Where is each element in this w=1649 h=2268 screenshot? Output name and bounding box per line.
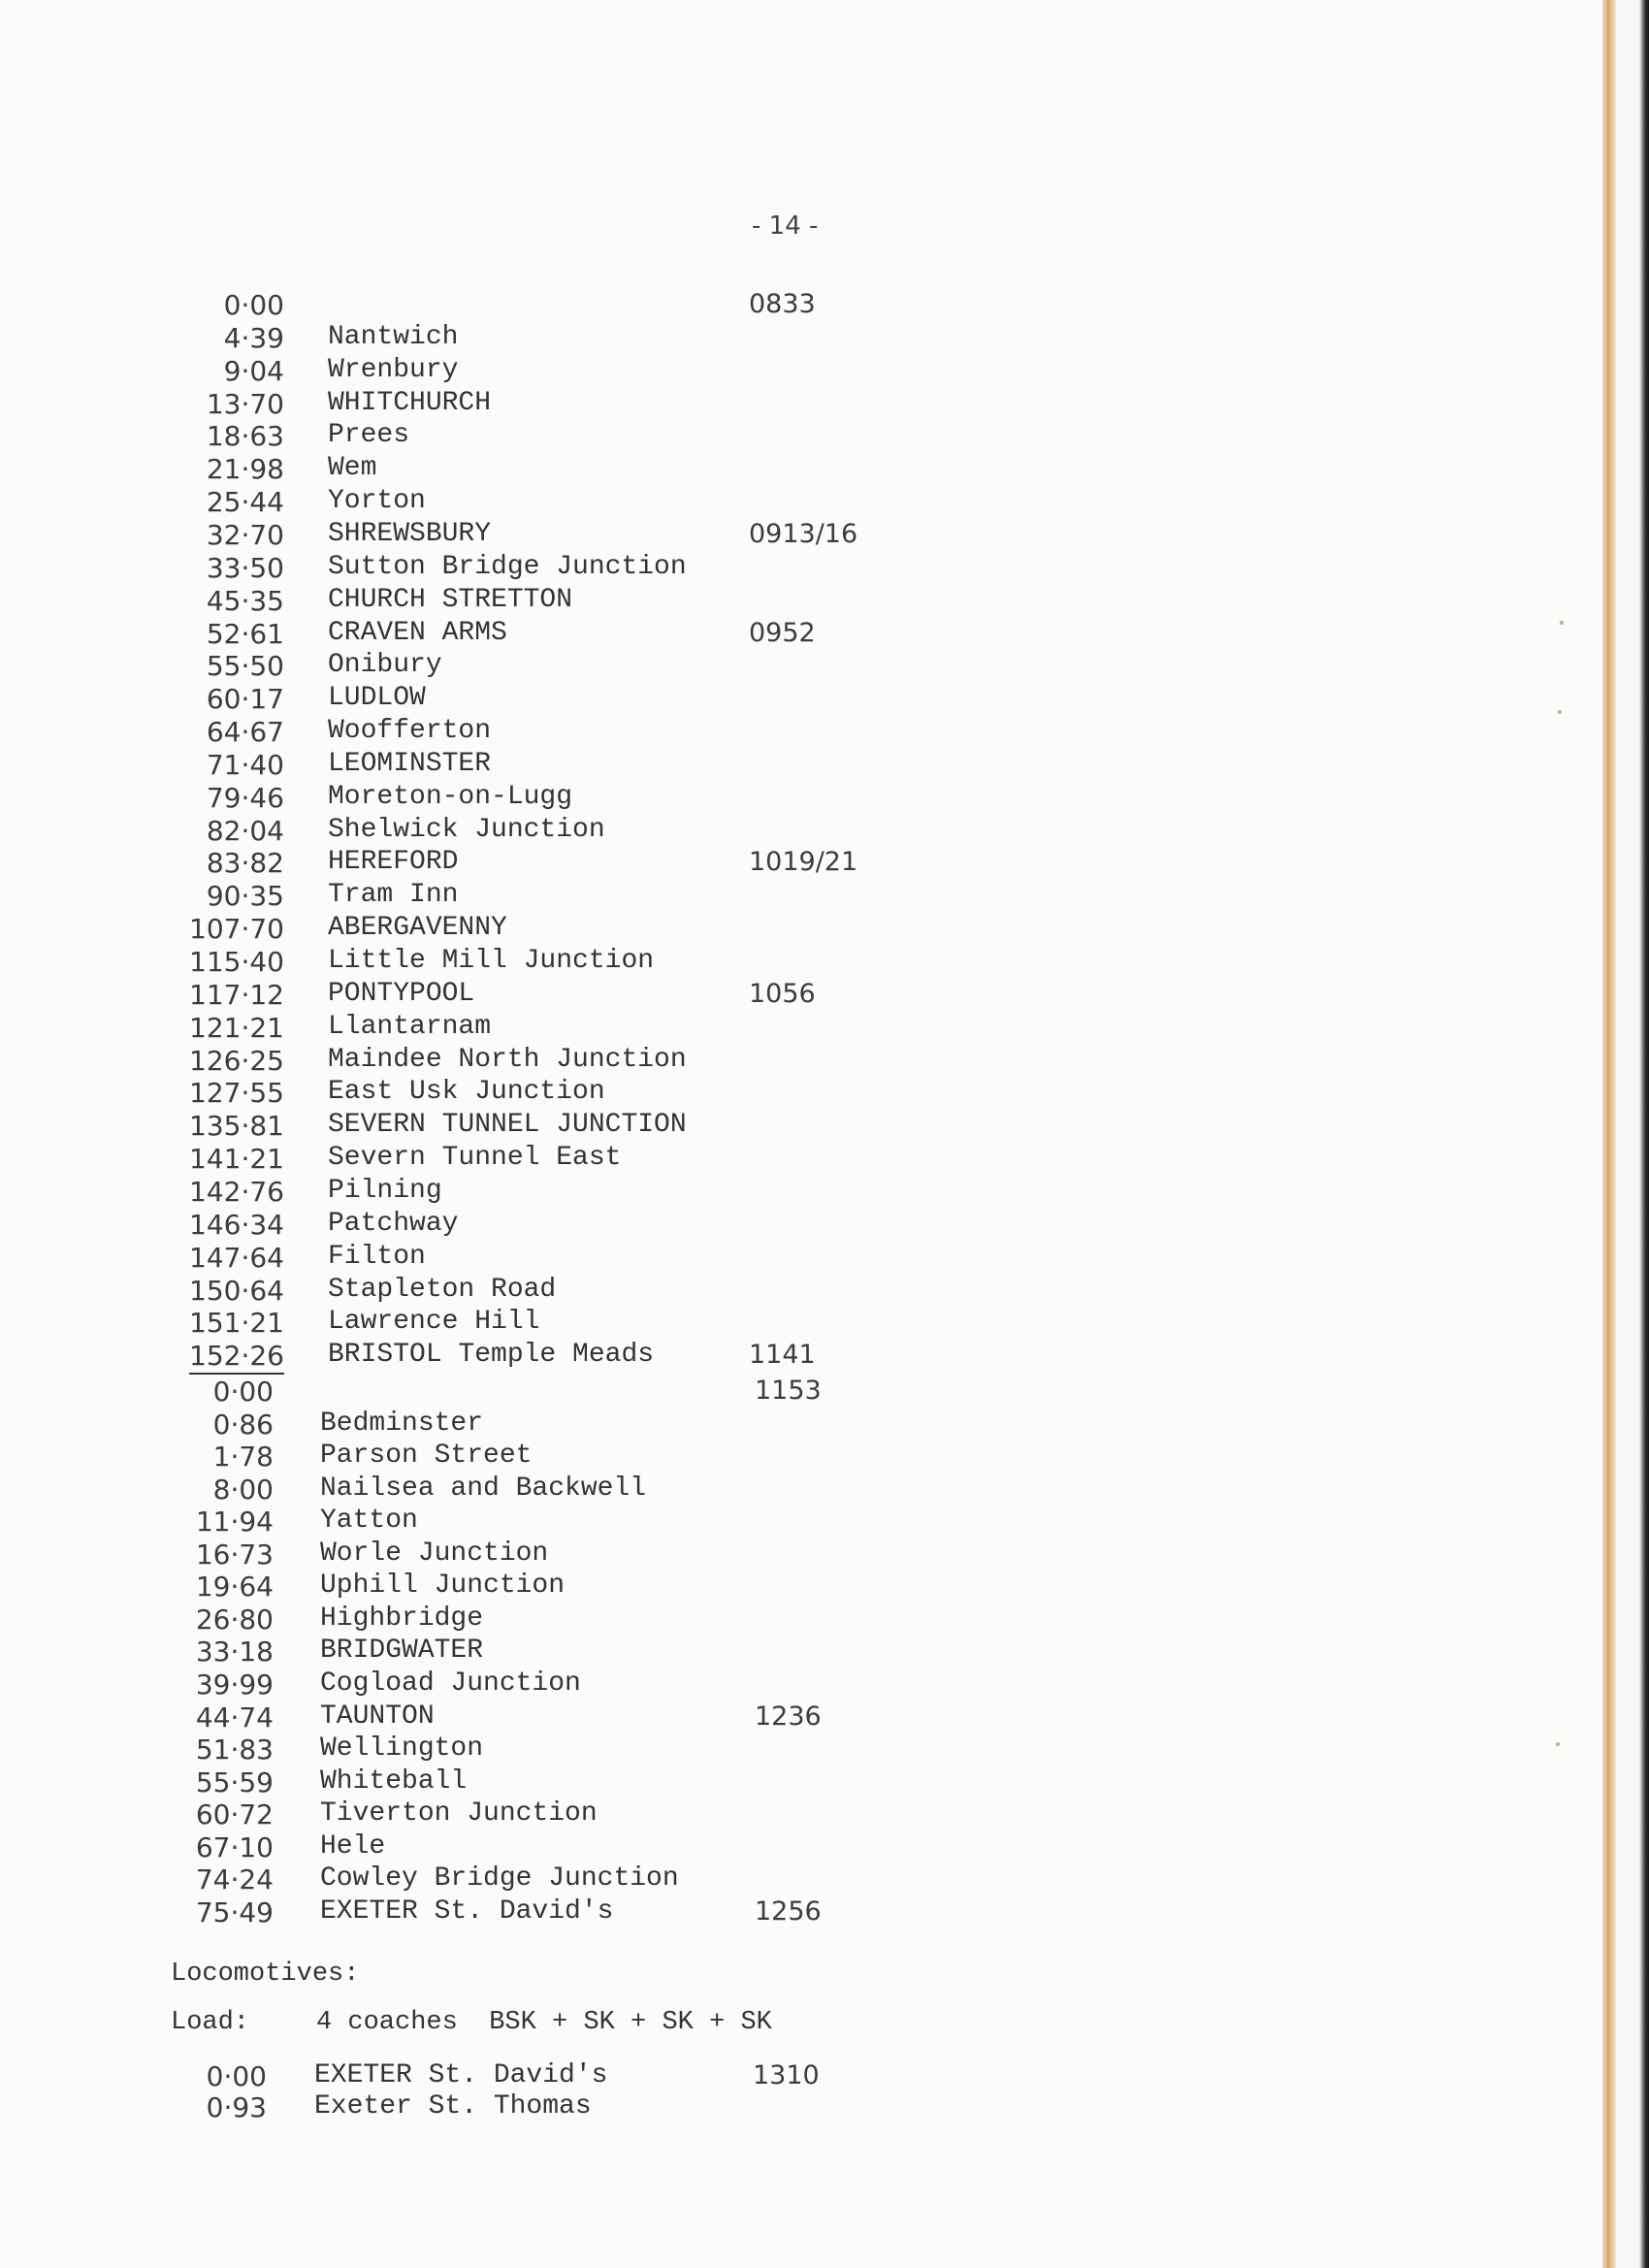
timing-row bbox=[0, 420, 1649, 453]
station-name: Severn Tunnel East bbox=[328, 1143, 622, 1174]
station-name: Hele bbox=[320, 1831, 386, 1862]
station-name: CHURCH STRETTON bbox=[328, 584, 573, 615]
mileage: 11·94 bbox=[195, 1506, 274, 1539]
load-value: 4 coaches BSK + SK + SK + SK bbox=[316, 2008, 772, 2037]
station-name: LUDLOW bbox=[328, 683, 426, 714]
mileage: 64·67 bbox=[206, 716, 284, 749]
station-name: Patchway bbox=[328, 1208, 459, 1239]
station-name: Llantarnam bbox=[328, 1011, 492, 1042]
timing-row bbox=[0, 749, 1649, 782]
mileage: 79·46 bbox=[206, 781, 284, 814]
station-name: Wellington bbox=[320, 1733, 484, 1765]
timing-row bbox=[0, 1571, 1649, 1604]
station-name: Cogload Junction bbox=[320, 1668, 581, 1699]
mileage: 44·74 bbox=[195, 1701, 274, 1733]
timing-row bbox=[0, 1307, 1649, 1340]
timing-row bbox=[0, 847, 1649, 880]
timing-row bbox=[0, 453, 1649, 486]
timing-row bbox=[0, 1474, 1649, 1507]
mileage: 1·78 bbox=[212, 1441, 274, 1474]
station-name: Woofferton bbox=[328, 716, 492, 747]
timing-row bbox=[0, 618, 1649, 651]
station-name: Wem bbox=[328, 453, 377, 484]
timing-row bbox=[0, 880, 1649, 913]
station-name: Filton bbox=[328, 1241, 426, 1272]
station-name: East Usk Junction bbox=[328, 1077, 605, 1108]
mileage: 4·39 bbox=[223, 321, 284, 354]
timing-row bbox=[0, 946, 1649, 979]
timing-row bbox=[0, 1110, 1649, 1143]
mileage: 25·44 bbox=[206, 486, 284, 519]
station-name: Whiteball bbox=[320, 1766, 468, 1797]
station-name: EXETER St. David's bbox=[314, 2060, 608, 2090]
time: 1310 bbox=[753, 2060, 820, 2090]
timing-row bbox=[0, 1669, 1649, 1701]
station-name: EXETER St. David's bbox=[320, 1895, 614, 1927]
mileage: 0·00 bbox=[212, 1376, 274, 1408]
mileage: 51·83 bbox=[195, 1733, 274, 1766]
station-name: Tram Inn bbox=[328, 880, 459, 911]
mileage: 127·55 bbox=[189, 1077, 284, 1110]
timing-row bbox=[0, 1340, 1649, 1373]
timing-row bbox=[0, 1242, 1649, 1275]
timing-row bbox=[0, 1045, 1649, 1078]
timing-row bbox=[0, 1077, 1649, 1110]
station-name: Little Mill Junction bbox=[328, 946, 655, 976]
locomotives-label: Locomotives: bbox=[171, 1960, 360, 1989]
station-name: Pilning bbox=[328, 1175, 442, 1206]
mileage: 21·98 bbox=[206, 453, 284, 486]
timing-row bbox=[0, 1701, 1649, 1734]
station-name: Onibury bbox=[328, 650, 442, 681]
timing-row bbox=[0, 1896, 1649, 1929]
mileage: 121·21 bbox=[189, 1011, 284, 1044]
station-name: HEREFORD bbox=[328, 847, 459, 878]
mileage: 117·12 bbox=[189, 978, 284, 1011]
page-number: - 14 - bbox=[752, 211, 819, 241]
mileage: 9·04 bbox=[223, 354, 284, 387]
timing-row bbox=[0, 355, 1649, 388]
timing-row bbox=[0, 1863, 1649, 1896]
mileage: 152·26 bbox=[90, 1340, 284, 1372]
timing-row bbox=[0, 1012, 1649, 1045]
mileage: 33·18 bbox=[195, 1636, 274, 1669]
mileage: 52·61 bbox=[206, 617, 284, 650]
mileage: 16·73 bbox=[195, 1538, 274, 1571]
station-name: Exeter St. Thomas bbox=[314, 2091, 592, 2122]
mileage: 142·76 bbox=[189, 1175, 284, 1208]
mileage: 32·70 bbox=[206, 518, 284, 551]
station-name: Wrenbury bbox=[328, 354, 459, 385]
station-name: PONTYPOOL bbox=[328, 978, 475, 1009]
station-name: Cowley Bridge Junction bbox=[320, 1863, 679, 1895]
station-name: SHREWSBURY bbox=[328, 518, 492, 549]
timing-row bbox=[0, 289, 1649, 322]
timing-row bbox=[0, 683, 1649, 716]
timing-row bbox=[0, 913, 1649, 946]
station-name: Shelwick Junction bbox=[328, 814, 605, 845]
mileage: 90·35 bbox=[206, 880, 284, 913]
mileage: 82·04 bbox=[206, 814, 284, 847]
timing-row bbox=[0, 1176, 1649, 1209]
mileage: 126·25 bbox=[189, 1044, 284, 1077]
time: 0833 bbox=[749, 289, 816, 319]
timing-row bbox=[0, 1441, 1649, 1474]
mileage: 60·72 bbox=[195, 1798, 274, 1831]
time: 1153 bbox=[755, 1376, 822, 1406]
station-name: TAUNTON bbox=[320, 1701, 435, 1732]
timing-row bbox=[0, 1376, 1649, 1409]
mileage: 151·21 bbox=[189, 1307, 284, 1340]
load-label: Load: bbox=[171, 2008, 250, 2037]
timing-row bbox=[0, 2060, 1649, 2093]
station-name: Prees bbox=[328, 420, 410, 451]
station-name: Tiverton Junction bbox=[320, 1798, 598, 1830]
mileage: 13·70 bbox=[206, 387, 284, 420]
timing-row bbox=[0, 388, 1649, 421]
mileage: 107·70 bbox=[189, 913, 284, 946]
mileage: 55·50 bbox=[206, 650, 284, 683]
mileage: 39·99 bbox=[195, 1668, 274, 1701]
mileage: 146·34 bbox=[189, 1208, 284, 1241]
time: 1019/21 bbox=[749, 847, 858, 878]
timing-row bbox=[0, 782, 1649, 815]
time: 1056 bbox=[749, 978, 816, 1009]
station-name: BRIDGWATER bbox=[320, 1636, 484, 1667]
time: 1236 bbox=[755, 1701, 822, 1732]
mileage: 26·80 bbox=[195, 1603, 274, 1636]
timing-row bbox=[0, 519, 1649, 552]
timing-row bbox=[0, 1143, 1649, 1176]
mileage: 115·40 bbox=[189, 946, 284, 978]
mileage: 150·64 bbox=[189, 1274, 284, 1307]
station-name: Lawrence Hill bbox=[328, 1307, 540, 1338]
timing-row bbox=[0, 1733, 1649, 1766]
timing-row bbox=[0, 1636, 1649, 1669]
mileage: 147·64 bbox=[189, 1241, 284, 1274]
mileage: 0·00 bbox=[223, 289, 284, 321]
station-name: WHITCHURCH bbox=[328, 387, 492, 418]
mileage: 55·59 bbox=[195, 1766, 274, 1798]
station-name: Nailsea and Backwell bbox=[320, 1473, 647, 1504]
station-name: Bedminster bbox=[320, 1408, 484, 1439]
mileage: 33·50 bbox=[206, 551, 284, 584]
station-name: Stapleton Road bbox=[328, 1274, 557, 1305]
station-name: Worle Junction bbox=[320, 1538, 549, 1569]
mileage: 18·63 bbox=[206, 420, 284, 453]
mileage: 71·40 bbox=[206, 748, 284, 781]
mileage: 67·10 bbox=[195, 1831, 274, 1863]
mileage: 45·35 bbox=[206, 584, 284, 617]
mileage: 0·93 bbox=[206, 2091, 267, 2123]
timing-row bbox=[0, 585, 1649, 618]
station-name: Maindee North Junction bbox=[328, 1044, 687, 1075]
station-name: Uphill Junction bbox=[320, 1571, 566, 1602]
mileage: 8·00 bbox=[212, 1473, 274, 1506]
time: 1141 bbox=[749, 1340, 816, 1371]
mileage: 74·24 bbox=[195, 1863, 274, 1896]
timing-row bbox=[0, 815, 1649, 848]
time: 0952 bbox=[749, 617, 816, 648]
mileage: 0·86 bbox=[212, 1408, 274, 1441]
timing-row bbox=[0, 552, 1649, 585]
station-name: Yorton bbox=[328, 486, 426, 517]
mileage: 135·81 bbox=[189, 1110, 284, 1143]
timing-row bbox=[0, 1766, 1649, 1799]
station-name: LEOMINSTER bbox=[328, 748, 492, 779]
timing-row bbox=[0, 1604, 1649, 1636]
station-name: Nantwich bbox=[328, 321, 459, 352]
timing-row bbox=[0, 1831, 1649, 1864]
time: 0913/16 bbox=[749, 518, 858, 549]
station-name: CRAVEN ARMS bbox=[328, 617, 507, 648]
mileage: 83·82 bbox=[206, 847, 284, 880]
station-name: Moreton-on-Lugg bbox=[328, 781, 573, 812]
timing-row bbox=[0, 1506, 1649, 1539]
mileage: 60·17 bbox=[206, 683, 284, 716]
timing-row bbox=[0, 2091, 1649, 2124]
station-name: SEVERN TUNNEL JUNCTION bbox=[328, 1110, 687, 1141]
timing-row bbox=[0, 1275, 1649, 1308]
station-name: Yatton bbox=[320, 1506, 418, 1537]
station-name: Parson Street bbox=[320, 1441, 533, 1472]
station-name: Sutton Bridge Junction bbox=[328, 551, 687, 582]
timing-row bbox=[0, 486, 1649, 519]
time: 1256 bbox=[755, 1895, 822, 1927]
timing-row bbox=[0, 1798, 1649, 1831]
station-name: Highbridge bbox=[320, 1603, 484, 1634]
timing-row bbox=[0, 979, 1649, 1012]
timing-row bbox=[0, 1409, 1649, 1442]
mileage: 75·49 bbox=[195, 1895, 274, 1928]
timing-row bbox=[0, 716, 1649, 749]
timing-row bbox=[0, 650, 1649, 683]
timing-row bbox=[0, 1539, 1649, 1571]
station-name: ABERGAVENNY bbox=[328, 913, 507, 944]
mileage: 0·00 bbox=[206, 2060, 267, 2092]
mileage: 19·64 bbox=[195, 1571, 274, 1604]
mileage: 141·21 bbox=[189, 1143, 284, 1176]
timing-row bbox=[0, 322, 1649, 355]
station-name: BRISTOL Temple Meads bbox=[328, 1340, 655, 1371]
timing-row bbox=[0, 1209, 1649, 1242]
